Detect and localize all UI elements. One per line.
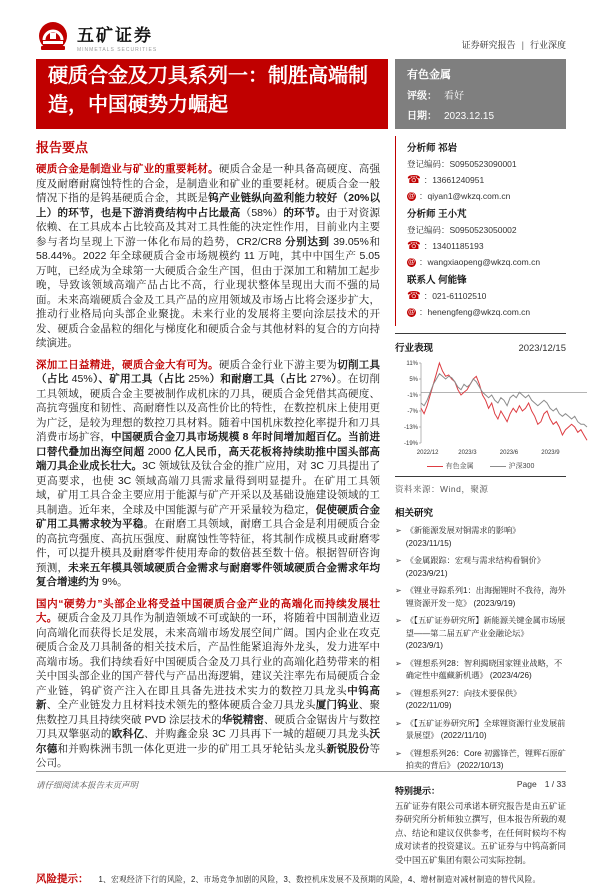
legend-swatch xyxy=(490,466,506,467)
rating-label: 评级： xyxy=(407,91,437,102)
report-depth: 行业深度 xyxy=(529,40,566,50)
arrow-bullet-icon: ➢ xyxy=(395,718,402,728)
svg-text:2023/9: 2023/9 xyxy=(541,450,560,456)
svg-text:2022/12: 2022/12 xyxy=(416,450,439,456)
highlights-heading: 报告要点 xyxy=(36,140,89,155)
rating-value: 看好 xyxy=(444,91,464,102)
svg-text:11%: 11% xyxy=(406,361,418,367)
footer-disclaimer: 请仔细阅读本报告末页声明 xyxy=(36,780,139,790)
related-list xyxy=(395,525,566,773)
performance-date: 2023/12/15 xyxy=(518,343,566,354)
arrow-bullet-icon: ➢ xyxy=(395,586,402,595)
analyst-email: @ ：henengfeng@wkzq.com.cn xyxy=(407,307,531,317)
svg-text:-13%: -13% xyxy=(403,425,418,431)
svg-text:-19%: -19% xyxy=(403,441,418,447)
date-value: 2023.12.15 xyxy=(444,111,495,122)
divider-line xyxy=(395,333,566,334)
content-columns xyxy=(36,136,566,867)
analyst-phone: ☎ ：13401185193 xyxy=(407,239,484,252)
highlight-paragraphs xyxy=(36,162,380,771)
sidebar xyxy=(395,136,566,867)
brand-logo xyxy=(36,20,157,54)
body-paragraph: 深加工日益精进，硬质合金大有可为。硬质合金行业下游主要为切削工具（占比 45%）、矿用工具（占比 25%）和耐磨工具（占比 27%）。在切削工具领域，硬质合金主要被制作成机床的刀具，硬质合金凭借其高硬度、高抗弯强度和韧性、高耐磨性以及高性价比的特性，在数控机床上使用更为广泛，是较为理想的数控刀具材料。随着中国机床数控化率提升和刀具消费市场扩容，中国硬质合金刀具市场规模 8 年时间增加超百亿。当前进口替代叠加出海空间超 2000 亿人民币，高天花板将持续助推中国头部高端刀具企业成长壮大。3C 领域钛及钛合金的推广应用，对 3C 刀具提出了更高要求，也使 3C 领域高端刀具需求量得到明显提升。在矿用工具领域，矿用工具合金主要应用于能源与矿产开采以及基础设施建设领域的工具制造。近年来，全球及中国能源与矿产开采量较为稳定，促使硬质合金矿用工具需求较为平稳。在耐磨工具领域，耐磨工具合金是利用硬质合金的高抗弯强度、高抗压强度、耐腐蚀性等特征，将其制作成模具或耐磨零件，可以提升模具及耐磨零件使用寿命的数倍甚至数十倍。根据智研咨询预测，未来五年模具领域硬质合金需求与耐磨零件领域硬质合金需求年均复合增速约为 9%。 xyxy=(36,358,381,588)
divider: | xyxy=(521,40,524,50)
page-footer xyxy=(36,771,566,791)
phone-icon: ☎ xyxy=(407,239,421,252)
rating-box xyxy=(395,59,566,129)
industry-name: 有色金属 xyxy=(407,69,451,81)
legend-item: 有色金属 xyxy=(427,461,474,471)
rating-row xyxy=(407,87,554,102)
risk-text: 1、宏观经济下行的风险，2、市场竞争加剧的风险，3、数控机床发展不及预期的风险，4、增材制造对减材制造的替代风险。 xyxy=(98,874,541,884)
email-icon: @ xyxy=(407,258,416,266)
title-banner-row xyxy=(36,59,566,129)
svg-text:2023/6: 2023/6 xyxy=(499,450,519,456)
analyst-email: @ ：wangxiaopeng@wkzq.com.cn xyxy=(407,257,541,267)
analyst-email: @ ：qiyan1@wkzq.com.cn xyxy=(407,191,511,201)
industry-performance-header xyxy=(395,340,566,354)
brand-name-en: MINMETALS SECURITIES xyxy=(77,47,158,53)
phone-icon: ☎ xyxy=(407,173,421,186)
arrow-bullet-icon: ➢ xyxy=(395,688,402,698)
report-type: 证券研究报告 xyxy=(461,40,516,50)
related-report: ➢ 《【五矿证券研究所】新能源关键金属市场展望——第二届五矿产业金融论坛》 (2023/9/1) xyxy=(395,615,566,653)
report-type-label xyxy=(462,38,566,54)
risk-section xyxy=(36,871,566,886)
email-icon: @ xyxy=(407,308,416,316)
analyst-phone: ☎ ：13661240951 xyxy=(407,173,485,186)
report-title: 硬质合金及刀具系列一：制胜高端制造，中国硬势力崛起 xyxy=(36,59,388,129)
related-report: ➢ 《【五矿证券研究所】全球锂资源行业发展前景展望》 (2022/11/10) xyxy=(395,718,566,743)
arrow-bullet-icon: ➢ xyxy=(395,748,402,758)
analyst-reg-code: 登记编码：S0950523090001 xyxy=(407,159,517,169)
analyst-list xyxy=(395,136,566,326)
related-report: ➢ 《锂想系列27：向技术要保供》 (2022/11/09) xyxy=(395,688,566,713)
svg-text:2023/3: 2023/3 xyxy=(458,450,477,456)
chart-legend xyxy=(395,461,566,471)
page-label: Page xyxy=(516,779,537,789)
risk-label: 风险提示： xyxy=(36,873,89,885)
data-source: 资料来源：Wind，聚源 xyxy=(395,484,489,494)
special-notice xyxy=(395,784,566,868)
related-research-heading: 相关研究 xyxy=(395,508,434,519)
brand-text xyxy=(77,21,157,53)
minmetals-logo-icon xyxy=(36,20,70,54)
svg-text:-7%: -7% xyxy=(407,409,418,415)
legend-swatch xyxy=(427,466,443,467)
related-report: ➢ 《金属跟踪：宏观与需求结构看铜价》 (2023/9/21) xyxy=(395,555,566,580)
analyst-phone: ☎ ：021-61102510 xyxy=(407,289,487,302)
svg-text:5%: 5% xyxy=(409,377,418,383)
brand-name: 五矿证券 xyxy=(77,26,153,45)
analyst-name: 分析师 祁岩 xyxy=(407,143,458,154)
arrow-bullet-icon: ➢ xyxy=(395,616,402,625)
date-row xyxy=(407,107,554,122)
main-column xyxy=(36,136,380,867)
related-report: ➢ 《新能源发展对铜需求的影响》 (2023/11/15) xyxy=(395,525,566,550)
phone-icon: ☎ xyxy=(407,289,421,302)
page-value: 1 / 33 xyxy=(544,779,566,789)
svg-text:-1%: -1% xyxy=(407,393,418,399)
related-report: ➢ 《锂想系列26：Core 初露锋芒，锂辉石原矿拍卖的背后》 (2022/10/13) xyxy=(395,748,566,773)
arrow-bullet-icon: ➢ xyxy=(395,658,402,668)
notice-text: 五矿证券有限公司承诺本研究报告是由五矿证券研究所分析师独立撰写，但本报告所载的观点、结论和建议仅供参考，在任何时候均不构成对读者的投资建议。五矿证券与中钨高新同受中国五矿集团有限公司实际控制。 xyxy=(395,800,566,865)
divider-line xyxy=(395,476,566,477)
arrow-bullet-icon: ➢ xyxy=(395,526,402,535)
legend-item: 沪深300 xyxy=(490,461,535,471)
body-paragraph: 硬质合金是制造业与矿业的重要耗材。硬质合金是一种具备高硬度、高强度及耐磨耐腐蚀特性的合金，是制造业和矿业的重要耗材。硬质合金一般情况下指的是钨基硬质合金，其既是钨产业链纵向盈利能力较好（20%以上）的环节，也是下游消费结构中占比最高（58%）的环节。由于对资源依赖、在工具成本占比较高及其对工具性能的决定性作用，目前业内主要参与者均呈现上下游一体化布局的趋势，CR2/CR8 分别达到 39.05%和 58.44%。2022 年全球硬质合金市场规模约 11 万吨，其中中国生产 5.05 万吨，已经成为全球第一大硬质合金生产国，但由于深加工和精加工起步晚，导致该领域高端产品占比不高，行业现状整体呈现出大而不强的局面。未来高端硬质合金及工具产品的应用领域及市场占比将会逐步扩大，推动行业格局向头部企业聚拢。未来行业的发展将主要向涂层技术的开发、硬质合金晶粒的细化与梯度化和硬质合金与其他材料的复合的方向持续演进。 xyxy=(36,163,381,349)
analyst-name: 联系人 何能锋 xyxy=(407,275,467,286)
header xyxy=(36,8,566,54)
analyst-reg-code: 登记编码：S0950523050002 xyxy=(407,225,517,235)
page-number xyxy=(517,779,566,791)
analyst-name: 分析师 王小芃 xyxy=(407,209,467,220)
notice-heading: 特别提示： xyxy=(395,785,441,796)
body-paragraph: 国内“硬势力”头部企业将受益中国硬质合金产业的高端化而持续发展壮大。硬质合金及刀具作为制造领域不可或缺的一环，将随着中国制造业迈向高端化而获得长足发展，未来高端市场发展空间广阔。国内企业在攻克硬质合金及刀具制备的相关技术后，产品性能紧追海外龙头，发力进军中高端市场。我们持续看好中国硬质合金及刀具行业的高端化趋势带来的相关中国头部企业的国产替代与产品出海逻辑，建议关注率先布局硬质合金产业链，钨矿资产注入在即且具备先进技术实力的数控刀具龙头中钨高新、全产业链发力且材料技术领先的整体硬质合金刀具龙头厦门钨业、聚焦数控刀具且持续突破 PVD 涂层技术的华锐精密、硬质合金锯齿片与数控刀具双擎驱动的欧科亿、并购鑫金泉 3C 刀具再下一城的超硬刀具龙头沃尔德和并购株洲韦凯一体化更进一步的矿用工具牙轮钻头龙头新锐股份等公司。 xyxy=(36,597,381,769)
performance-title: 行业表现 xyxy=(395,343,434,354)
date-label: 日期： xyxy=(407,111,437,122)
email-icon: @ xyxy=(407,192,416,200)
industry-chart xyxy=(395,357,592,459)
arrow-bullet-icon: ➢ xyxy=(395,556,402,565)
related-report: ➢ 《锂业寻踪系列1：出海掘锂时不我待，海外锂资源开发一览》 (2023/9/19) xyxy=(395,585,566,610)
related-report: ➢ 《锂想系列28：智利揭晓国家锂业战略，不确定性中蕴藏新机遇》 (2023/4/26) xyxy=(395,658,566,683)
